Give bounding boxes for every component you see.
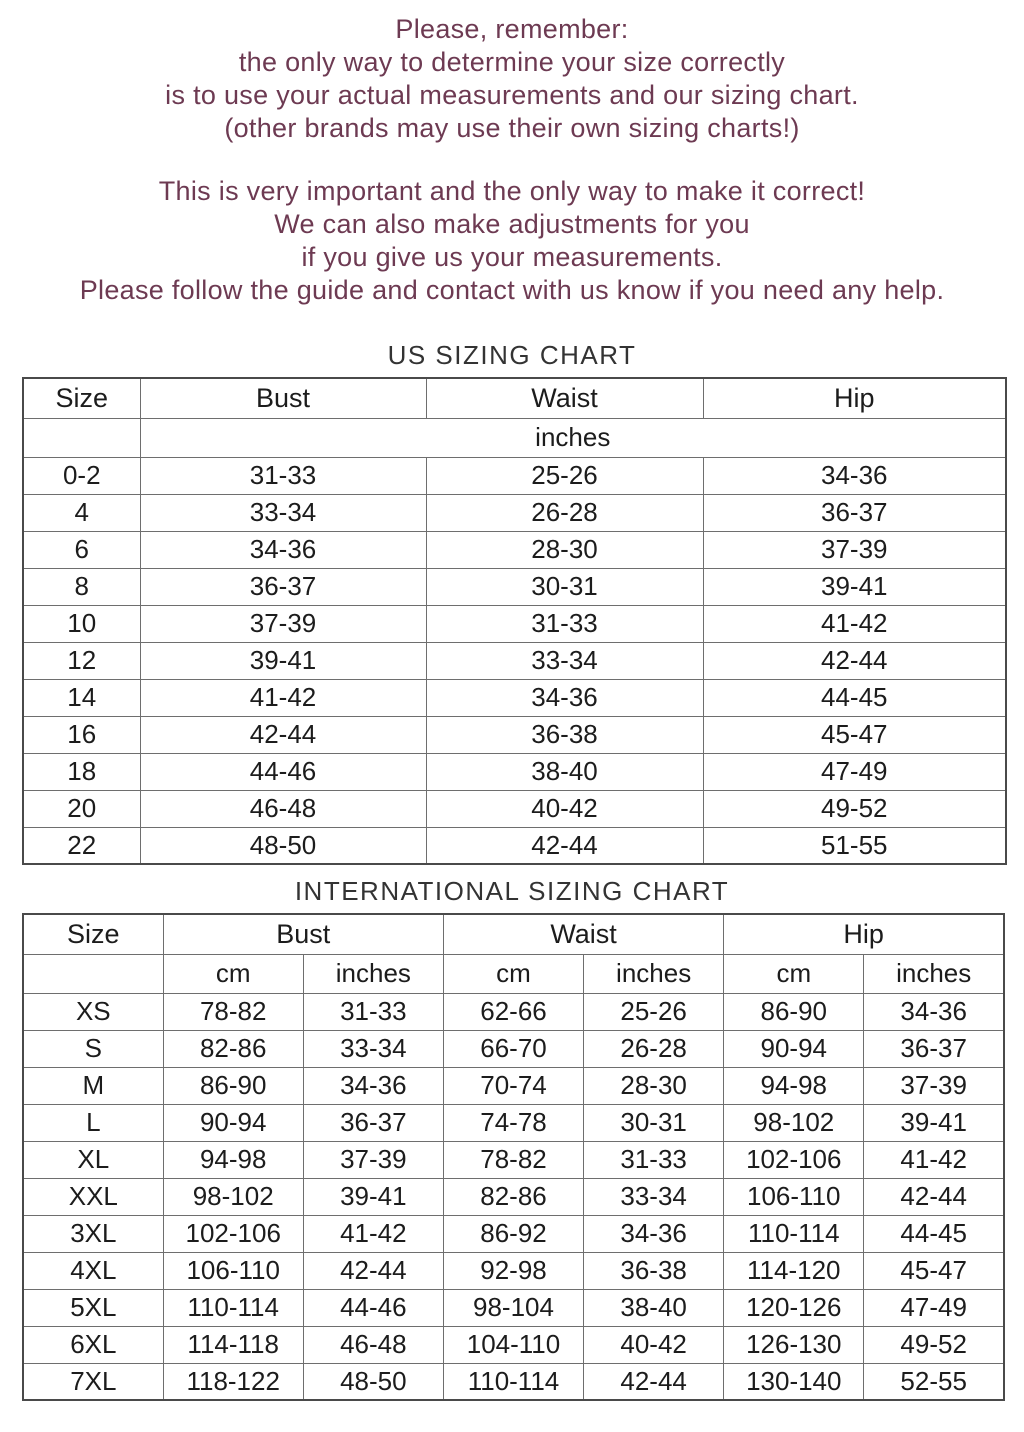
measurement-cell: 51-55: [703, 827, 1006, 864]
measurement-cell: 28-30: [584, 1067, 724, 1104]
measurement-cell: 42-44: [864, 1178, 1004, 1215]
measurement-cell: 30-31: [426, 568, 703, 605]
intro-line: Please follow the guide and contact with us know if you need any help.: [79, 275, 945, 305]
measurement-cell: 33-34: [426, 642, 703, 679]
intro-line: the only way to determine your size correctly: [238, 47, 786, 77]
intl-table-body: [23, 993, 1004, 1400]
measurement-cell: 94-98: [724, 1067, 864, 1104]
measurement-cell: 86-90: [163, 1067, 303, 1104]
measurement-cell: 37-39: [140, 605, 426, 642]
units-row: [23, 418, 1006, 457]
table-row: [23, 1178, 1004, 1215]
measurement-cell: 36-37: [140, 568, 426, 605]
measurement-cell: 25-26: [584, 993, 724, 1030]
measurement-cell: 41-42: [140, 679, 426, 716]
size-cell: M: [23, 1067, 163, 1104]
units-label-inches: inches: [584, 954, 724, 993]
table-row: [23, 753, 1006, 790]
empty-cell: [23, 418, 140, 457]
table-row: [23, 1104, 1004, 1141]
measurement-cell: 86-90: [724, 993, 864, 1030]
measurement-cell: 70-74: [443, 1067, 583, 1104]
measurement-cell: 118-122: [163, 1363, 303, 1400]
measurement-cell: 40-42: [426, 790, 703, 827]
measurement-cell: 44-45: [864, 1215, 1004, 1252]
table-row: [23, 1363, 1004, 1400]
table-row: [23, 993, 1004, 1030]
measurement-cell: 44-46: [303, 1289, 443, 1326]
table-row: [23, 1326, 1004, 1363]
measurement-cell: 49-52: [703, 790, 1006, 827]
table-row: [23, 1141, 1004, 1178]
measurement-cell: 33-34: [303, 1030, 443, 1067]
units-label-cm: cm: [163, 954, 303, 993]
column-header-bust: Bust: [163, 914, 443, 954]
us-sizing-table: [22, 377, 1007, 865]
measurement-cell: 39-41: [140, 642, 426, 679]
size-cell: 7XL: [23, 1363, 163, 1400]
measurement-cell: 126-130: [724, 1326, 864, 1363]
size-cell: 14: [23, 679, 140, 716]
measurement-cell: 34-36: [303, 1067, 443, 1104]
measurement-cell: 34-36: [584, 1215, 724, 1252]
table-row: [23, 457, 1006, 494]
measurement-cell: 41-42: [703, 605, 1006, 642]
measurement-cell: 33-34: [584, 1178, 724, 1215]
table-row: [23, 716, 1006, 753]
table-row: [23, 1289, 1004, 1326]
measurement-cell: 110-114: [724, 1215, 864, 1252]
table-header-row: [23, 914, 1004, 954]
size-cell: 5XL: [23, 1289, 163, 1326]
measurement-cell: 36-37: [303, 1104, 443, 1141]
measurement-cell: 47-49: [864, 1289, 1004, 1326]
size-cell: 22: [23, 827, 140, 864]
intl-chart-title: INTERNATIONAL SIZING CHART: [294, 876, 730, 906]
size-cell: XL: [23, 1141, 163, 1178]
intro-line: if you give us your measurements.: [301, 242, 723, 272]
units-label: inches: [140, 418, 1006, 457]
measurement-cell: 38-40: [584, 1289, 724, 1326]
table-row: [23, 642, 1006, 679]
table-row: [23, 531, 1006, 568]
table-row: [23, 494, 1006, 531]
measurement-cell: 41-42: [303, 1215, 443, 1252]
table-row: [23, 1215, 1004, 1252]
size-cell: 18: [23, 753, 140, 790]
us-chart-title: US SIZING CHART: [387, 340, 637, 370]
table-row: [23, 1067, 1004, 1104]
size-cell: 20: [23, 790, 140, 827]
column-header-size: Size: [23, 378, 140, 418]
table-row: [23, 790, 1006, 827]
intro-line: Please, remember:: [395, 14, 629, 44]
measurement-cell: 28-30: [426, 531, 703, 568]
measurement-cell: 39-41: [303, 1178, 443, 1215]
measurement-cell: 36-38: [426, 716, 703, 753]
measurement-cell: 102-106: [163, 1215, 303, 1252]
table-row: [23, 1252, 1004, 1289]
column-header-waist: Waist: [443, 914, 723, 954]
measurement-cell: 42-44: [140, 716, 426, 753]
measurement-cell: 98-102: [163, 1178, 303, 1215]
empty-cell: [23, 954, 163, 993]
size-cell: XXL: [23, 1178, 163, 1215]
intro-line: (other brands may use their own sizing charts!): [224, 113, 800, 143]
measurement-cell: 110-114: [163, 1289, 303, 1326]
table-row: [23, 827, 1006, 864]
measurement-cell: 66-70: [443, 1030, 583, 1067]
measurement-cell: 34-36: [426, 679, 703, 716]
measurement-cell: 46-48: [140, 790, 426, 827]
measurement-cell: 31-33: [140, 457, 426, 494]
measurement-cell: 26-28: [584, 1030, 724, 1067]
units-label-cm: cm: [443, 954, 583, 993]
measurement-cell: 42-44: [584, 1363, 724, 1400]
intro-paragraph-gap: [0, 145, 1024, 175]
measurement-cell: 49-52: [864, 1326, 1004, 1363]
measurement-cell: 25-26: [426, 457, 703, 494]
measurement-cell: 74-78: [443, 1104, 583, 1141]
measurement-cell: 30-31: [584, 1104, 724, 1141]
measurement-cell: 62-66: [443, 993, 583, 1030]
size-cell: S: [23, 1030, 163, 1067]
measurement-cell: 102-106: [724, 1141, 864, 1178]
measurement-cell: 82-86: [443, 1178, 583, 1215]
measurement-cell: 98-104: [443, 1289, 583, 1326]
column-header-size: Size: [23, 914, 163, 954]
size-cell: 4XL: [23, 1252, 163, 1289]
size-cell: 6: [23, 531, 140, 568]
measurement-cell: 45-47: [864, 1252, 1004, 1289]
measurement-cell: 86-92: [443, 1215, 583, 1252]
measurement-cell: 106-110: [724, 1178, 864, 1215]
measurement-cell: 34-36: [864, 993, 1004, 1030]
size-cell: 16: [23, 716, 140, 753]
measurement-cell: 114-118: [163, 1326, 303, 1363]
measurement-cell: 120-126: [724, 1289, 864, 1326]
measurement-cell: 39-41: [864, 1104, 1004, 1141]
table-header-row: [23, 378, 1006, 418]
intro-text: [0, 0, 1024, 307]
measurement-cell: 46-48: [303, 1326, 443, 1363]
international-sizing-table: [22, 913, 1005, 1401]
column-header-bust: Bust: [140, 378, 426, 418]
column-header-waist: Waist: [426, 378, 703, 418]
table-row: [23, 1030, 1004, 1067]
measurement-cell: 45-47: [703, 716, 1006, 753]
measurement-cell: 31-33: [584, 1141, 724, 1178]
intro-line: This is very important and the only way to make it correct!: [158, 176, 866, 206]
size-cell: 0-2: [23, 457, 140, 494]
size-cell: XS: [23, 993, 163, 1030]
measurement-cell: 92-98: [443, 1252, 583, 1289]
column-header-hip: Hip: [724, 914, 1004, 954]
measurement-cell: 42-44: [303, 1252, 443, 1289]
measurement-cell: 26-28: [426, 494, 703, 531]
measurement-cell: 114-120: [724, 1252, 864, 1289]
size-cell: 3XL: [23, 1215, 163, 1252]
measurement-cell: 37-39: [864, 1067, 1004, 1104]
measurement-cell: 33-34: [140, 494, 426, 531]
measurement-cell: 38-40: [426, 753, 703, 790]
size-cell: 8: [23, 568, 140, 605]
measurement-cell: 34-36: [703, 457, 1006, 494]
size-cell: 4: [23, 494, 140, 531]
measurement-cell: 90-94: [163, 1104, 303, 1141]
measurement-cell: 41-42: [864, 1141, 1004, 1178]
measurement-cell: 47-49: [703, 753, 1006, 790]
measurement-cell: 130-140: [724, 1363, 864, 1400]
measurement-cell: 37-39: [703, 531, 1006, 568]
intro-line: is to use your actual measurements and our sizing chart.: [165, 80, 859, 110]
us-table-body: [23, 457, 1006, 864]
size-cell: 12: [23, 642, 140, 679]
measurement-cell: 31-33: [303, 993, 443, 1030]
measurement-cell: 36-37: [703, 494, 1006, 531]
measurement-cell: 44-45: [703, 679, 1006, 716]
table-row: [23, 568, 1006, 605]
measurement-cell: 106-110: [163, 1252, 303, 1289]
measurement-cell: 110-114: [443, 1363, 583, 1400]
measurement-cell: 48-50: [303, 1363, 443, 1400]
size-cell: 10: [23, 605, 140, 642]
measurement-cell: 31-33: [426, 605, 703, 642]
intro-line: We can also make adjustments for you: [274, 209, 750, 239]
units-row: [23, 954, 1004, 993]
size-cell: 6XL: [23, 1326, 163, 1363]
measurement-cell: 39-41: [703, 568, 1006, 605]
table-row: [23, 605, 1006, 642]
measurement-cell: 78-82: [163, 993, 303, 1030]
units-label-inches: inches: [303, 954, 443, 993]
units-label-cm: cm: [724, 954, 864, 993]
measurement-cell: 94-98: [163, 1141, 303, 1178]
size-cell: L: [23, 1104, 163, 1141]
measurement-cell: 78-82: [443, 1141, 583, 1178]
measurement-cell: 36-37: [864, 1030, 1004, 1067]
measurement-cell: 40-42: [584, 1326, 724, 1363]
measurement-cell: 37-39: [303, 1141, 443, 1178]
measurement-cell: 36-38: [584, 1252, 724, 1289]
measurement-cell: 48-50: [140, 827, 426, 864]
units-label-inches: inches: [864, 954, 1004, 993]
measurement-cell: 34-36: [140, 531, 426, 568]
measurement-cell: 42-44: [703, 642, 1006, 679]
measurement-cell: 44-46: [140, 753, 426, 790]
measurement-cell: 98-102: [724, 1104, 864, 1141]
measurement-cell: 82-86: [163, 1030, 303, 1067]
table-row: [23, 679, 1006, 716]
measurement-cell: 90-94: [724, 1030, 864, 1067]
measurement-cell: 42-44: [426, 827, 703, 864]
column-header-hip: Hip: [703, 378, 1006, 418]
measurement-cell: 104-110: [443, 1326, 583, 1363]
measurement-cell: 52-55: [864, 1363, 1004, 1400]
